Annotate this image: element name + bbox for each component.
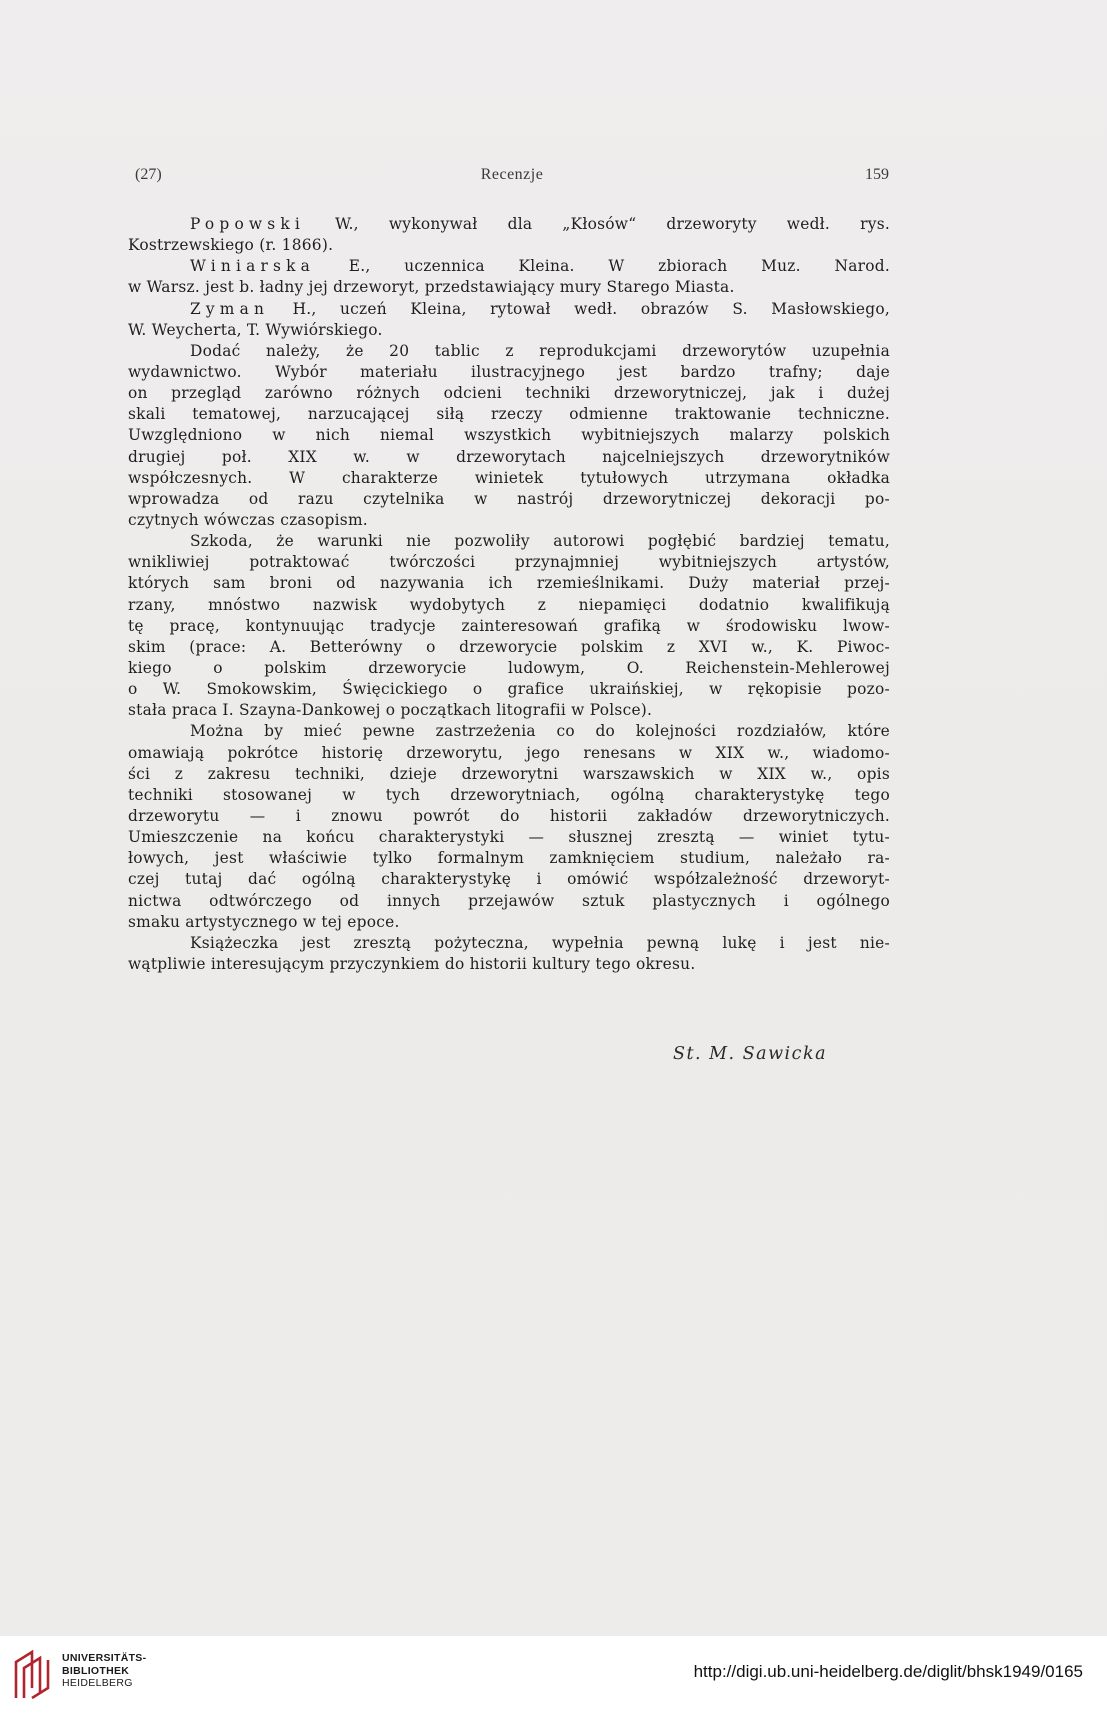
text-line — [128, 531, 890, 552]
line-text: Szkoda, że warunki nie pozwoliły autorowi pogłębić bardziej tematu, — [190, 532, 890, 551]
line-text: łowych, jest właściwie tylko formalnym zamknięciem studium, należało ra- — [128, 849, 890, 868]
line-text: drugiej poł. XIX w. w drzeworytach najcelniejszych drzeworytników — [128, 447, 890, 466]
text-line — [128, 299, 890, 320]
text-line — [128, 552, 890, 573]
text-line — [128, 277, 890, 298]
text-line — [128, 827, 890, 848]
text-line — [128, 362, 890, 383]
text-line — [128, 954, 890, 975]
text-line — [128, 214, 890, 235]
library-name-line2: BIBLIOTHEK — [62, 1664, 130, 1677]
spaced-surname: Winiarska — [190, 257, 316, 276]
text-line — [128, 912, 890, 933]
text-line — [128, 468, 890, 489]
spaced-surname: Zyman — [190, 299, 270, 318]
line-text: E., uczennica Kleina. W zbiorach Muz. Narod. — [315, 257, 890, 276]
source-url-link[interactable]: http://digi.ub.uni-heidelberg.de/diglit/bhsk1949/0165 — [693, 1662, 1083, 1681]
page-number: 159 — [865, 166, 889, 183]
text-line — [128, 573, 890, 594]
text-line — [128, 510, 890, 531]
line-text: w Warsz. jest b. ładny jej drzeworyt, przedstawiający mury Starego Miasta. — [128, 278, 735, 297]
running-head — [135, 166, 889, 190]
paragraph — [128, 214, 890, 256]
text-line — [128, 235, 890, 256]
text-line — [128, 764, 890, 785]
text-line — [128, 891, 890, 912]
line-text: Kostrzewskiego (r. 1866). — [128, 236, 334, 255]
line-text: W., wykonywał dla „Kłosów“ drzeworyty wedł. rys. — [305, 215, 890, 233]
section-title: Recenzje — [480, 166, 544, 183]
line-text: czytnych wówczas czasopism. — [128, 510, 368, 529]
line-text: Książeczka jest zresztą pożyteczna, wypełnia pewną lukę i jest nie- — [190, 933, 890, 952]
line-text: tę pracę, kontynuując tradycje zainteresowań grafiką w środowisku lwow- — [128, 616, 890, 635]
text-line — [128, 447, 890, 468]
logo-stroke-group — [16, 1652, 48, 1698]
text-line — [128, 743, 890, 764]
library-logo-icon — [12, 1648, 54, 1702]
line-text: nictwa odtwórczego od innych przejawów sztuk plastycznych i ogólnego — [128, 891, 890, 910]
line-text: Umieszczenie na końcu charakterystyki — słusznej zresztą — winiet tytu- — [128, 828, 890, 847]
line-text: W. Weycherta, T. Wywiórskiego. — [128, 320, 383, 339]
line-text: wątpliwie interesującym przyczynkiem do historii kultury tego okresu. — [128, 954, 696, 973]
line-text: rzany, mnóstwo nazwisk wydobytych z niepamięci dodatnio kwalifikują — [128, 595, 890, 614]
line-text: czej tutaj dać ogólną charakterystykę i omówić współzależność drzeworyt- — [128, 870, 890, 889]
paragraph — [128, 721, 890, 932]
line-text: ści z zakresu techniki, dzieje drzeworytni warszawskich w XIX w., opis — [128, 764, 890, 783]
line-text: o W. Smokowskim, Święcickiego o grafice ukraińskiej, w rękopisie pozo- — [128, 680, 890, 699]
text-line — [128, 806, 890, 827]
text-line — [128, 425, 890, 446]
author-signature: St. M. Sawicka — [672, 1044, 827, 1064]
line-text: których sam broni od nazywania ich rzemieślnikami. Duży materiał przej- — [128, 574, 890, 593]
review-body — [128, 214, 890, 975]
text-line — [128, 341, 890, 362]
library-name-line3: HEIDELBERG — [62, 1677, 133, 1689]
text-line — [128, 933, 890, 954]
line-text: Dodać należy, że 20 tablic z reprodukcjami drzeworytów uzupełnia — [190, 341, 890, 360]
text-line — [128, 383, 890, 404]
line-text: skali tematowej, narzucającej siłą rzeczy odmienne traktowanie techniczne. — [128, 405, 890, 424]
line-text: drzeworytu — i znowu powrót do historii zakładów drzeworytniczych. — [128, 806, 890, 825]
library-footer — [0, 1636, 1107, 1721]
line-text: Uwzględniono w nich niemal wszystkich wybitniejszych malarzy polskich — [128, 426, 890, 445]
text-line — [128, 869, 890, 890]
text-line — [128, 320, 890, 341]
line-text: wprowadza od razu czytelnika w nastrój drzeworytniczej dekoracji po- — [128, 489, 890, 508]
line-text: kiego o polskim drzeworycie ludowym, O. Reichenstein-Mehlerowej — [128, 658, 890, 677]
line-text: Można by mieć pewne zastrzeżenia co do kolejności rozdziałów, które — [190, 722, 890, 741]
text-line — [128, 637, 890, 658]
text-line — [128, 679, 890, 700]
paragraph — [128, 299, 890, 341]
line-text: smaku artystycznego w tej epoce. — [128, 912, 400, 931]
library-name — [62, 1652, 146, 1690]
line-text: wydawnictwo. Wybór materiału ilustracyjnego jest bardzo trafny; daje — [128, 362, 890, 381]
line-text: techniki stosowanej w tych drzeworytniach, ogólną charakterystykę tego — [128, 785, 890, 804]
text-line — [128, 848, 890, 869]
paragraph — [128, 256, 890, 298]
line-text: omawiają pokrótce historię drzeworytu, jego renesans w XIX w., wiadomo- — [128, 743, 890, 762]
library-name-line1: UNIVERSITÄTS- — [62, 1652, 147, 1664]
section-number: (27) — [135, 166, 162, 183]
line-text: stała praca I. Szayna-Dankowej o początkach litografii w Polsce). — [128, 701, 653, 720]
text-line — [128, 785, 890, 806]
paragraph — [128, 933, 890, 975]
paragraph — [128, 341, 890, 531]
text-line — [128, 721, 890, 742]
paragraph — [128, 531, 890, 721]
text-line — [128, 404, 890, 425]
text-line — [128, 700, 890, 721]
line-text: skim (prace: A. Betterówny o drzeworycie polskim z XVI w., K. Piwoc- — [128, 637, 890, 656]
line-text: wnikliwiej potraktować twórczości przynajmniej wybitniejszych artystów, — [128, 553, 890, 572]
text-line — [128, 256, 890, 277]
text-line — [128, 616, 890, 637]
line-text: H., uczeń Kleina, rytował wedł. obrazów S. Masłowskiego, — [269, 299, 890, 318]
line-text: on przegląd zarówno różnych odcieni techniki drzeworytniczej, jak i dużej — [128, 384, 890, 403]
text-line — [128, 595, 890, 616]
text-line — [128, 658, 890, 679]
text-line — [128, 489, 890, 510]
line-text: współczesnych. W charakterze winietek tytułowych utrzymana okładka — [128, 468, 890, 487]
spaced-surname: Popowski — [190, 215, 306, 233]
